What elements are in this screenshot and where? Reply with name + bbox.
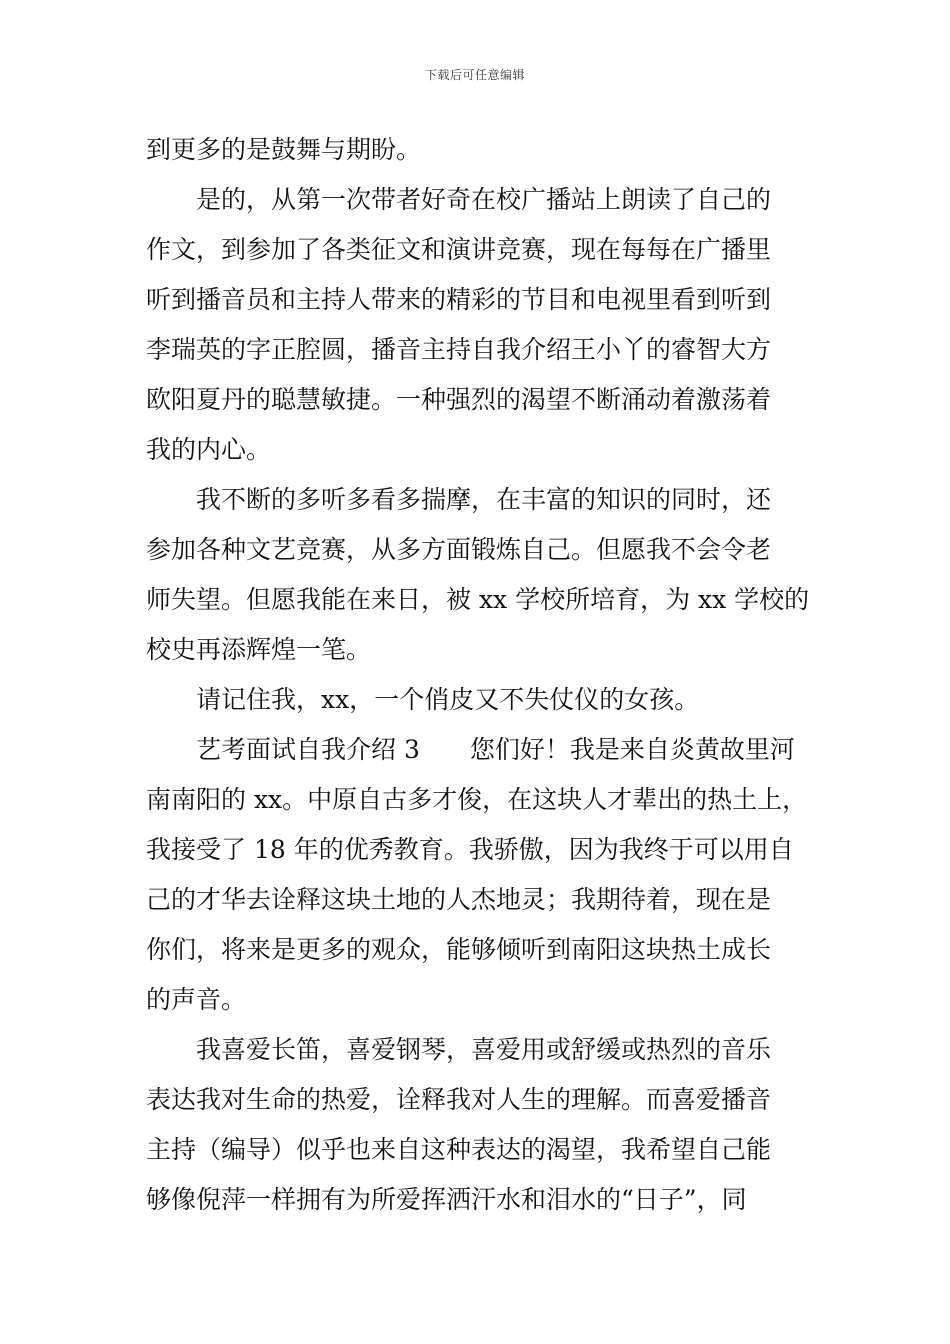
text-line: 是的，从第一次带者好奇在校广播站上朗读了自己的 (146, 185, 772, 214)
text-line: 主持（编导）似乎也来自这种表达的渴望，我希望自己能 (146, 1135, 772, 1164)
text-line: 够像倪萍一样拥有为所爱挥洒汗水和泪水的“日子”，同 (146, 1185, 747, 1214)
text-line: 我喜爱长笛，喜爱钢琴，喜爱用或舒缓或热烈的音乐 (146, 1035, 772, 1064)
text-line: 艺考面试自我介绍 3 您们好！我是来自炎黄故里河 (146, 735, 795, 764)
text-line: 我不断的多听多看多揣摩，在丰富的知识的同时，还 (146, 485, 772, 514)
text-line: 请记住我，xx，一个俏皮又不失仗仪的女孩。 (146, 685, 700, 714)
text-line: 南南阳的 xx。中原自古多才俊，在这块人才辈出的热土上， (146, 785, 808, 814)
text-line: 师失望。但愿我能在来日，被 xx 学校所培育，为 xx 学校的 (146, 585, 810, 614)
text-line: 李瑞英的字正腔圆，播音主持自我介绍王小丫的睿智大方 (146, 335, 772, 364)
document-body (146, 125, 811, 1225)
text-line: 你们，将来是更多的观众，能够倾听到南阳这块热土成长 (146, 935, 772, 964)
page-header: 下载后可任意编辑 (424, 68, 525, 82)
text-line: 我的内心。 (146, 435, 272, 464)
text-line: 到更多的是鼓舞与期盼。 (146, 135, 422, 164)
text-line: 参加各种文艺竞赛，从多方面锻炼自己。但愿我不会令老 (146, 535, 772, 564)
text-line: 的声音。 (146, 985, 247, 1014)
text-line: 听到播音员和主持人带来的精彩的节目和电视里看到听到 (146, 285, 772, 314)
text-line: 欧阳夏丹的聪慧敏捷。一种强烈的渴望不断涌动着激荡着 (146, 385, 772, 414)
text-line: 己的才华去诠释这块土地的人杰地灵；我期待着，现在是 (146, 885, 772, 914)
text-line: 我接受了 18 年的优秀教育。我骄傲，因为我终于可以用自 (146, 835, 794, 864)
text-line: 作文，到参加了各类征文和演讲竞赛，现在每每在广播里 (146, 235, 772, 264)
text-line: 表达我对生命的热爱，诠释我对人生的理解。而喜爱播音 (146, 1085, 772, 1114)
text-line: 校史再添辉煌一笔。 (146, 635, 372, 664)
